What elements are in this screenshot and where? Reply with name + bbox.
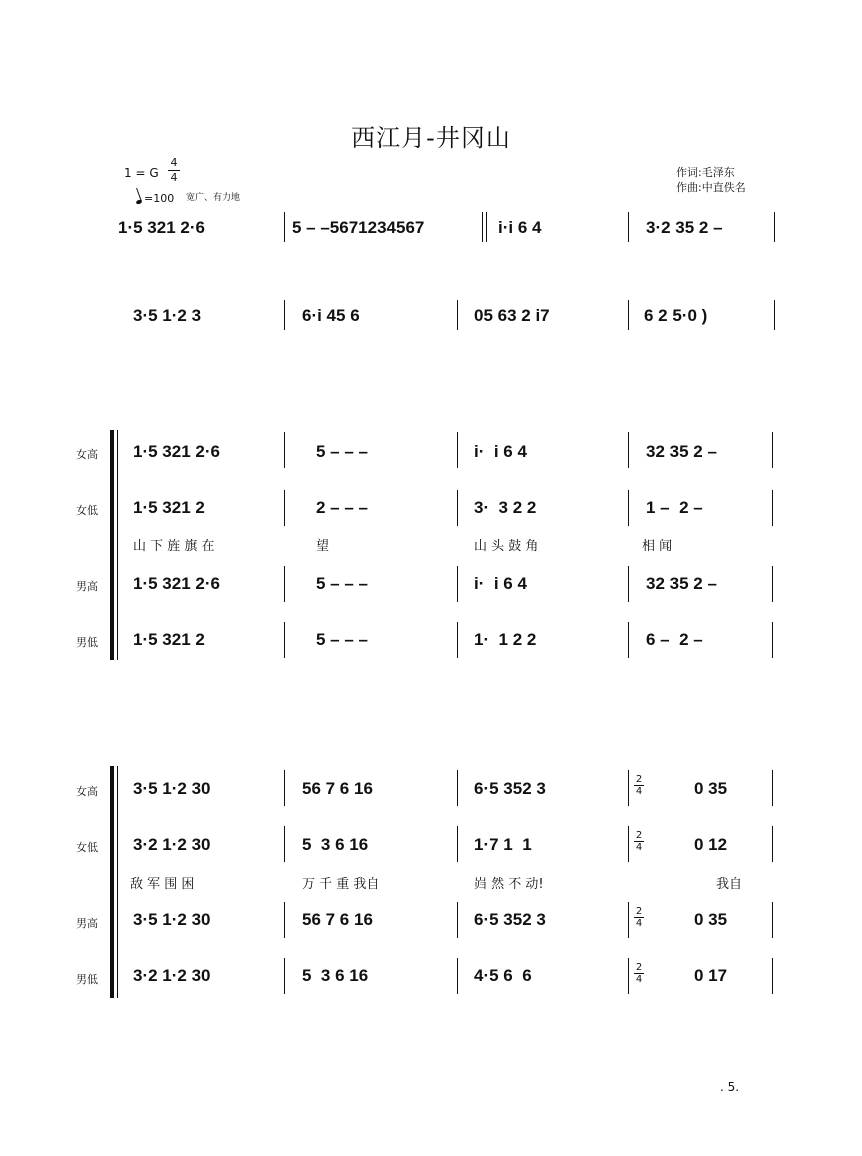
- page-title: 西江月-井冈山: [351, 124, 511, 152]
- measure: i· i 6 4: [474, 442, 527, 461]
- measure: 3·2 1·2 30: [133, 966, 211, 985]
- lyric: 万 千 重 我自: [302, 877, 380, 892]
- intro-measure: 1·5 321 2·6: [118, 218, 205, 237]
- page-number: . 5.: [720, 1080, 740, 1094]
- credits: [676, 165, 746, 195]
- measure: 1·5 321 2·6: [133, 574, 220, 593]
- measure: 4·5 6 6: [474, 966, 532, 985]
- lyric: 岿 然 不 动!: [474, 877, 544, 892]
- measure: 5 – – –: [316, 574, 368, 593]
- voice-label-soprano: 女高: [76, 448, 98, 461]
- measure: 0 12: [694, 835, 728, 854]
- measure: 5 – – –: [316, 630, 368, 649]
- measure: 3·5 1·2 30: [133, 910, 211, 929]
- intro-measure: 6 2 5·0 ): [644, 306, 708, 325]
- measure: i· i 6 4: [474, 574, 527, 593]
- time-change: 2 4: [635, 906, 643, 929]
- quarter-note-icon: [135, 199, 142, 205]
- measure: 56 7 6 16: [302, 910, 373, 929]
- key-signature: 1 = G: [124, 166, 159, 180]
- measure: 0 35: [694, 779, 728, 798]
- measure: 1·7 1 1: [474, 835, 532, 854]
- time-change: 2 4: [635, 774, 643, 797]
- measure: 32 35 2 –: [646, 442, 717, 461]
- voice-label-soprano: 女高: [76, 785, 98, 798]
- measure: 32 35 2 –: [646, 574, 717, 593]
- voice-label-tenor: 男高: [76, 580, 98, 593]
- expression-mark: 宽广、有力地: [186, 193, 241, 203]
- measure: 6·5 352 3: [474, 779, 546, 798]
- lyric: 山 头 鼓 角: [474, 539, 539, 554]
- measure: 56 7 6 16: [302, 779, 373, 798]
- measure: 5 3 6 16: [302, 966, 369, 985]
- time-signature: 4 4: [168, 156, 180, 185]
- measure: 6 – 2 –: [646, 630, 703, 649]
- intro-measure: 3·5 1·2 3: [133, 306, 202, 325]
- tempo-marking: =100: [136, 192, 174, 205]
- voice-label-bass: 男低: [76, 973, 98, 986]
- measure: 3· 3 2 2: [474, 498, 537, 517]
- measure: 5 – – –: [316, 442, 368, 461]
- measure: 1·5 321 2: [133, 630, 205, 649]
- lyric: 敌 军 围 困: [130, 877, 195, 892]
- lyric: 望: [316, 539, 330, 554]
- intro-measure: 6·i 45 6: [302, 306, 360, 325]
- measure: 1·5 321 2·6: [133, 442, 220, 461]
- lyric: 山 下 旌 旗 在: [133, 539, 215, 554]
- lyric: 相 闻: [642, 539, 673, 554]
- measure: 5 3 6 16: [302, 835, 369, 854]
- measure: 3·2 1·2 30: [133, 835, 211, 854]
- time-change: 2 4: [635, 962, 643, 985]
- measure: 2 – – –: [316, 498, 368, 517]
- measure: 1·5 321 2: [133, 498, 205, 517]
- intro-measure: 05 63 2 i7: [474, 306, 550, 325]
- voice-label-bass: 男低: [76, 636, 98, 649]
- measure: 6·5 352 3: [474, 910, 546, 929]
- lyric: 我自: [716, 877, 743, 892]
- intro-measure: i·i 6 4: [498, 218, 542, 237]
- measure: 1· 1 2 2: [474, 630, 537, 649]
- measure: 0 17: [694, 966, 728, 985]
- time-change: 2 4: [635, 830, 643, 853]
- voice-label-alto: 女低: [76, 504, 98, 517]
- intro-measure: 5 – –5671234567: [292, 218, 425, 237]
- intro-measure: 3·2 35 2 –: [646, 218, 723, 237]
- measure: 0 35: [694, 910, 728, 929]
- measure: 3·5 1·2 30: [133, 779, 211, 798]
- voice-label-tenor: 男高: [76, 917, 98, 930]
- voice-label-alto: 女低: [76, 841, 98, 854]
- lyricist: 作词:毛泽东: [676, 166, 735, 179]
- measure: 1 – 2 –: [646, 498, 703, 517]
- composer: 作曲:中直佚名: [676, 181, 746, 194]
